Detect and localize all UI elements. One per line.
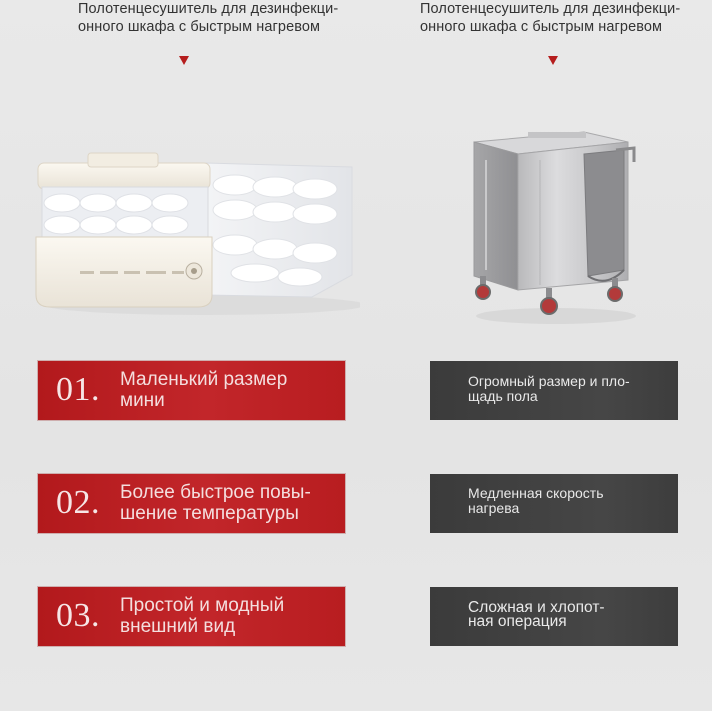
left-feature-1-text: Маленький размер мини [120,369,288,411]
left-column-title [78,0,338,36]
left-feature-1 [38,361,345,420]
right-column-title [420,0,680,36]
left-title-line2: онного шкафа с быстрым нагревом [78,19,321,35]
left-down-arrow-icon [179,56,189,65]
right-feature-2 [430,474,678,533]
right-feature-2-text: Медленная скорость нагрева [468,485,604,516]
compact-towel-warmer-image [30,145,360,320]
large-steel-cabinet-image [466,120,646,330]
right-feature-3-text: Сложная и хлопот- ная операция [468,599,605,630]
right-feature-1-text: Огромный размер и пло- щадь пола [468,373,630,404]
right-column [356,0,712,711]
left-feature-2 [38,474,345,533]
right-feature-3 [430,587,678,646]
right-down-arrow-icon [548,56,558,65]
left-feature-2-number: 02. [56,484,100,521]
left-feature-1-number: 01. [56,371,100,408]
left-feature-3-number: 03. [56,597,100,634]
right-title-line2: онного шкафа с быстрым нагревом [420,19,663,35]
right-title-line1: Полотенцесушитель для дезинфекци- [420,1,681,17]
left-title-line1: Полотенцесушитель для дезинфекци- [78,1,339,17]
left-feature-2-text: Более быстрое повы- шение температуры [120,482,311,524]
right-feature-1 [430,361,678,420]
left-feature-3-text: Простой и модный внешний вид [120,595,285,637]
left-feature-3 [38,587,345,646]
